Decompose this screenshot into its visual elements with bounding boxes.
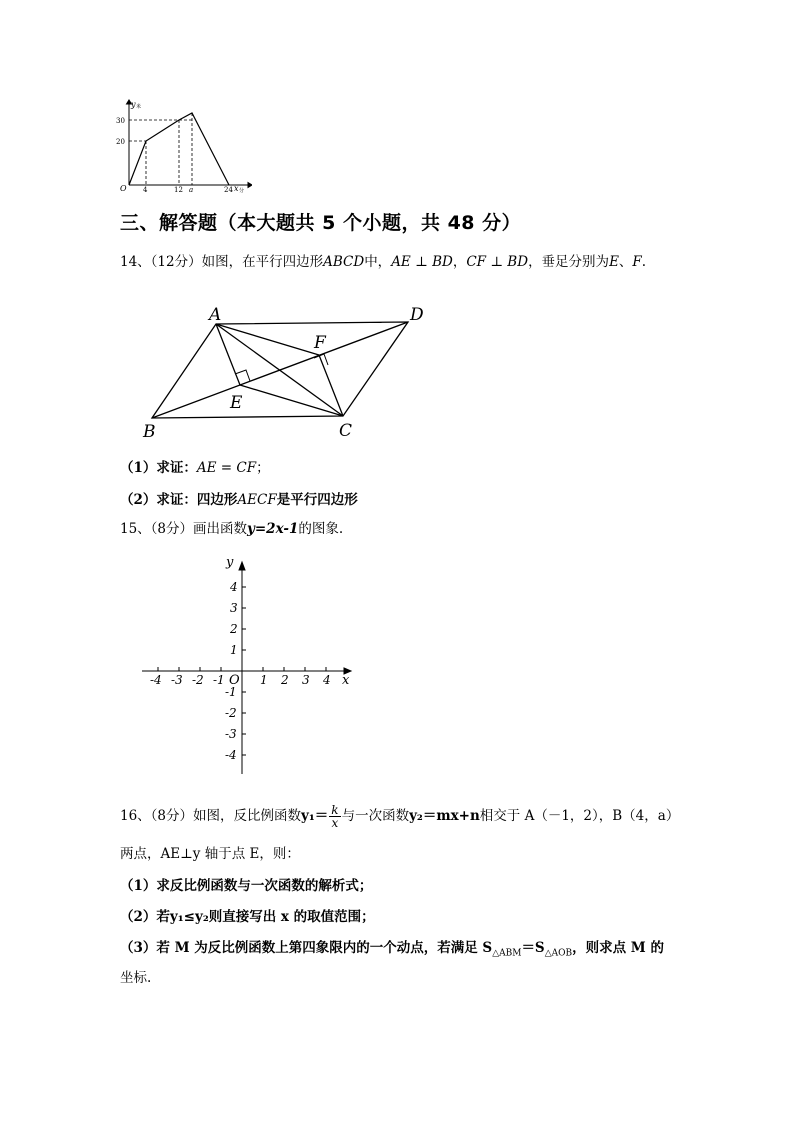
label-e: E xyxy=(230,393,243,413)
q15-suffix: 的图象. xyxy=(298,521,344,537)
graph-origin: O xyxy=(120,184,127,193)
q14-suffix: ，垂足分别为 xyxy=(528,254,610,270)
q16-part2 xyxy=(120,905,375,925)
q14-f: F xyxy=(632,254,642,270)
q14-abcd: ABCD xyxy=(323,254,365,270)
y-tick-label: -1 xyxy=(225,685,237,699)
q16-part2-b: 则直接写出 x 的取值范围； xyxy=(208,909,375,925)
q14-part1-end: ； xyxy=(256,460,270,476)
x-tick-label: 2 xyxy=(281,673,289,687)
q16-sub-abm: △ABM xyxy=(492,948,522,959)
q16-line1-b: 与一次函数 xyxy=(341,808,410,824)
q16-part2-expr: y₁≤y₂ xyxy=(169,909,209,925)
graph-xtick-4: 4 xyxy=(143,186,148,194)
y-axis-arrow xyxy=(239,562,245,570)
q16-part1: （1）求反比例函数与一次函数的解析式； xyxy=(120,878,373,894)
x-tick-label: -2 xyxy=(192,673,204,687)
distance-time-graph xyxy=(112,96,252,196)
q14-text xyxy=(120,252,646,272)
graph-y-label: y xyxy=(131,100,136,109)
q15-func: y=2x-1 xyxy=(247,521,299,537)
segment-af xyxy=(216,324,319,355)
q16-line1-c: 相交于 A（－1，2），B（4，a） xyxy=(479,808,680,824)
q14-part1 xyxy=(120,456,270,476)
y-tick-label: 3 xyxy=(230,601,238,615)
segment-ec xyxy=(240,385,343,416)
label-f: F xyxy=(314,333,326,353)
q14-cond1: AE ⊥ BD xyxy=(391,254,453,270)
q14-prefix: 14、（12分）如图，在平行四边形 xyxy=(120,254,324,270)
q14-comma: ， xyxy=(452,254,467,270)
graph-x-label-unit: 分 xyxy=(239,188,245,194)
y-tick-label: 1 xyxy=(230,643,238,657)
q16-y1: y₁＝ xyxy=(301,808,329,824)
graph-xtick-24: 24 xyxy=(224,186,233,194)
y-tick-label: -2 xyxy=(225,706,237,720)
x-tick-label: -1 xyxy=(213,673,225,687)
q16-frac-num: k xyxy=(331,803,339,817)
axes-origin: O xyxy=(229,673,240,688)
q16-y2: y₂＝mx+n xyxy=(409,808,480,824)
q14-part1-prefix: （1）求证： xyxy=(120,460,197,476)
q16-part2-a: （2）若 xyxy=(120,909,170,925)
parallelogram-figure xyxy=(138,300,438,445)
q16-part3-eq: ＝S xyxy=(521,940,545,956)
q14-cond2: CF ⊥ BD xyxy=(466,254,529,270)
q14-part2-end: 是平行四边形 xyxy=(276,492,358,508)
q14-part2 xyxy=(120,488,358,508)
x-tick-label: -4 xyxy=(150,673,162,687)
y-tick-label: -4 xyxy=(225,748,237,762)
q16-line1-a: 16、（8分）如图，反比例函数 xyxy=(120,808,302,824)
q14-mid: 中， xyxy=(364,254,392,270)
q16-fraction xyxy=(329,804,340,829)
graph-xtick-a: a xyxy=(189,186,194,194)
q14-part2-prefix: （2）求证：四边形 xyxy=(120,492,238,508)
section-title: 三、解答题（本大题共 5 个小题，共 48 分） xyxy=(120,212,522,234)
axes-x-label: x xyxy=(342,673,350,688)
q14-sep: 、 xyxy=(618,254,633,270)
q16-part3 xyxy=(120,936,664,959)
graph-x-label: x xyxy=(234,184,239,193)
graph-ytick-20: 20 xyxy=(116,138,125,146)
q14-e: E xyxy=(609,254,619,270)
label-b: B xyxy=(143,422,156,442)
q14-end: . xyxy=(641,254,647,270)
graph-xtick-12: 12 xyxy=(174,186,183,194)
q16-part3-b: ，则求点 M 的 xyxy=(572,940,664,956)
q16-part3-a: （3）若 M 为反比例函数上第四象限内的一个动点，若满足 S xyxy=(120,940,493,956)
q16-line2: 两点，AE⊥y 轴于点 E，则： xyxy=(120,846,300,862)
y-tick-label: 4 xyxy=(230,580,238,594)
graph-line xyxy=(129,113,229,185)
x-tick-label: -3 xyxy=(171,673,183,687)
coordinate-axes xyxy=(138,550,358,780)
axes-y-label: y xyxy=(226,555,234,570)
graph-ytick-30: 30 xyxy=(116,117,125,125)
q15-prefix: 15、（8分）画出函数 xyxy=(120,521,248,537)
x-tick-label: 1 xyxy=(260,673,268,687)
q14-part1-expr: AE = CF xyxy=(196,460,257,476)
label-c: C xyxy=(339,421,353,441)
graph-y-label-unit: 米 xyxy=(136,104,142,110)
q16-sub-aob: △AOB xyxy=(544,948,573,959)
y-tick-label: -3 xyxy=(225,727,237,741)
label-d: D xyxy=(410,305,424,325)
q16-line1 xyxy=(120,804,679,829)
q16-frac-den: x xyxy=(331,816,339,830)
q14-part2-expr: AECF xyxy=(237,492,277,508)
x-tick-label: 3 xyxy=(302,673,310,687)
graph-x-arrow xyxy=(248,183,252,188)
label-a: A xyxy=(209,305,222,325)
x-tick-label: 4 xyxy=(323,673,331,687)
q16-part3-line2: 坐标. xyxy=(120,970,152,986)
y-tick-label: 2 xyxy=(230,622,238,636)
q15-text xyxy=(120,519,343,539)
